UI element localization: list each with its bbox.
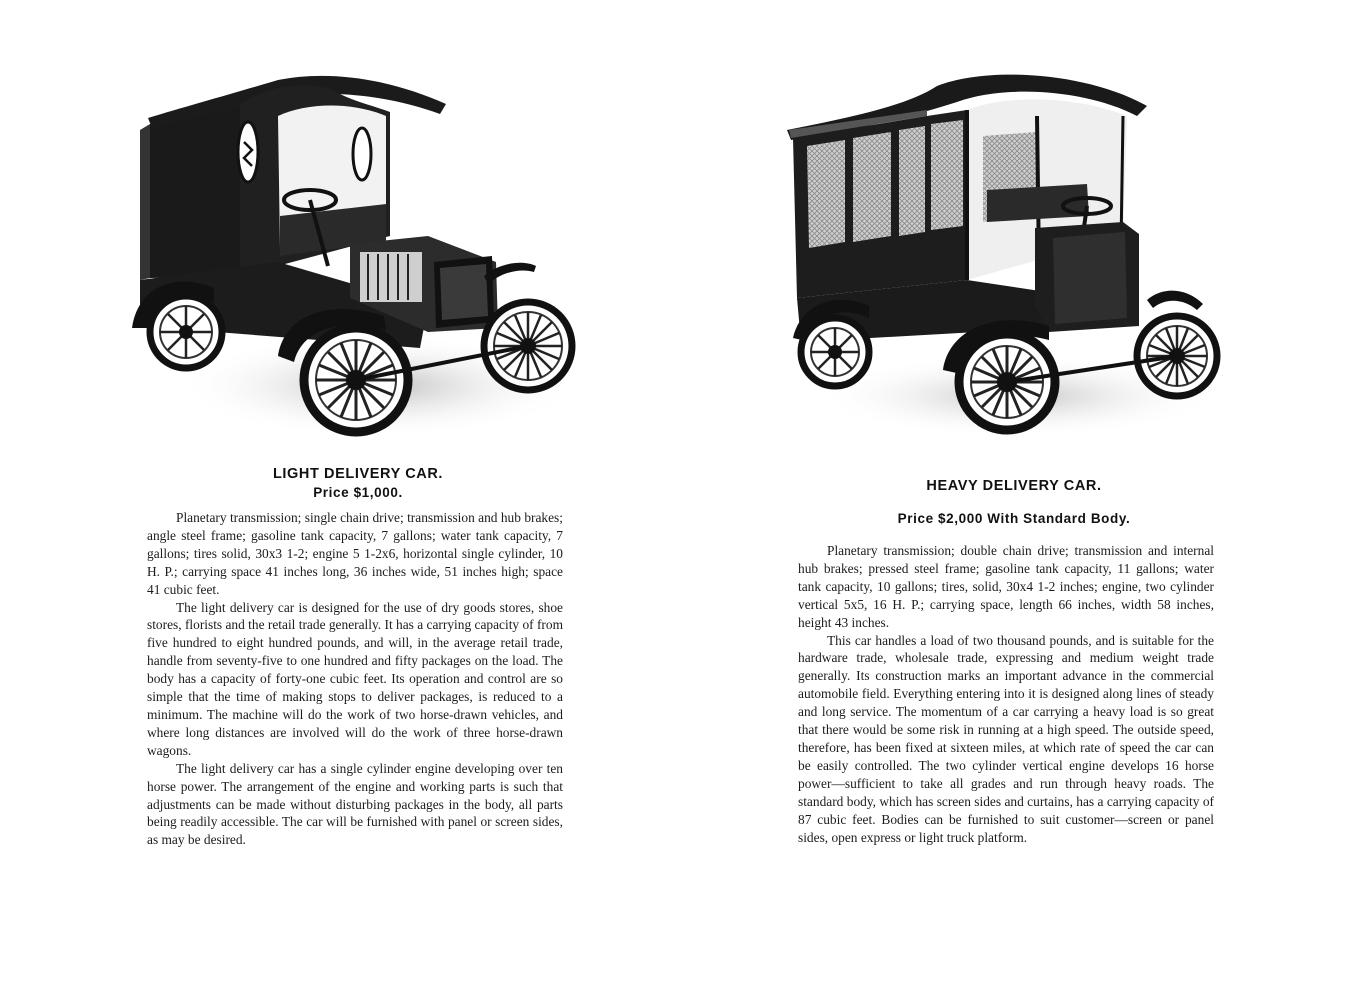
- heavy-delivery-car-price: Price $2,000 With Standard Body.: [897, 511, 1131, 526]
- paragraph: Planetary transmission; double chain drive; transmission and internal hub brakes; pressed steel frame; gasoline tank capacity, 11 gallons; water tank capacity, 10 gallons; tires, solid, 30x4 1-2 inches; engine, two cylinder vertical 5x5, 16 H. P.; carrying space, length 66 inches, width 58 inches, height 43 inches.: [798, 543, 1214, 630]
- paragraph: The light delivery car has a single cylinder engine developing over ten horse power. The arrangement of the engine and working parts is such that adjustments can be made without disturbing packages in the body, all parts being readily accessible. The car will be furnished with panel or screen sides, as may be desired.: [147, 760, 563, 848]
- light-delivery-car-price: Price $1,000.: [313, 485, 403, 500]
- heavy-delivery-car-description: [798, 542, 1214, 846]
- light-delivery-car-description: [147, 509, 563, 849]
- right-page: [675, 0, 1349, 992]
- light-delivery-car-title: LIGHT DELIVERY CAR.: [272, 466, 444, 482]
- paragraph: This car handles a load of two thousand pounds, and is suitable for the hardware trade, wholesale trade, expressing and medium weight trade generally. Its construction marks an important advance in the commercial automobile field. Everything entering into it is designed along lines of steady and long service. The momentum of a car carrying a heavy load is so great that there would be some risk in running at a high speed. The outside speed, therefore, has been fixed at sixteen miles, at which rate of speed the car can be easily controlled. The two cylinder vertical engine develops 16 horse power—sufficient to take all grades and run through heavy roads. The standard body, which has screen sides and curtains, has a carrying capacity of 87 cubic feet. Bodies can be furnished to suit customer—screen or panel sides, open express or light truck platform.: [798, 632, 1214, 845]
- heavy-delivery-car-illustration: [787, 66, 1223, 444]
- paragraph: The light delivery car is designed for the use of dry goods stores, shoe stores, florists and the retail trade generally. It has a carrying capacity of from five hundred to eight hundred pounds, and will, in the average retail trade, handle from seventy-five to one hundred and fifty packages on the load. The body has a capacity of forty-one cubic feet. Its operation and control are so simple that the time of making stops to deliver packages, is reduced to a minimum. The machine will do the work of two horse-drawn vehicles, and where long distances are involved will do the work of three horse-drawn wagons.: [147, 599, 563, 758]
- paragraph: Planetary transmission; single chain drive; transmission and hub brakes; angle steel frame; gasoline tank capacity, 7 gallons; water tank capacity, 7 gallons; tires solid, 30x3 1-2; engine 5 1-2x6, horizontal single cylinder, 10 H. P.; carrying space 41 inches long, 36 inches wide, 51 inches high; space 41 cubic feet.: [147, 510, 563, 597]
- light-delivery-car-illustration: [128, 66, 576, 450]
- heavy-delivery-car-title: HEAVY DELIVERY CAR.: [926, 478, 1102, 494]
